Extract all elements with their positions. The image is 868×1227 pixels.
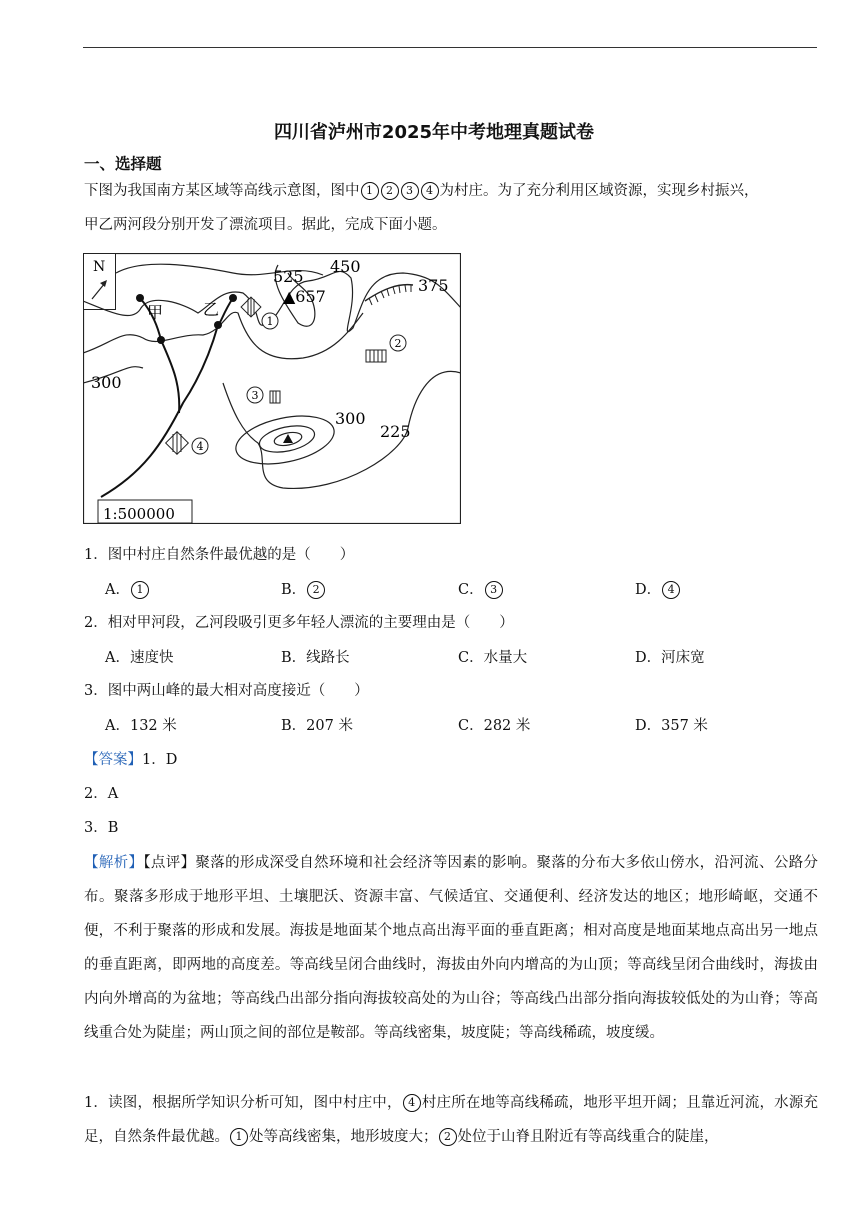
analysis-tag: 【解析】 xyxy=(84,855,144,871)
intro-text-2: 为村庄。为了充分利用区域资源，实现乡村振兴， xyxy=(439,183,759,199)
scale-label: 1:500000 xyxy=(103,505,175,523)
village-marker-4: 4 xyxy=(421,182,439,200)
q3-option-b: B．207 米 xyxy=(281,718,353,734)
intro-paragraph xyxy=(84,174,818,242)
q1-option-a: A． 1 xyxy=(105,580,150,600)
label-300-left: 300 xyxy=(91,373,122,392)
q2-option-a: A．速度快 xyxy=(105,650,174,666)
header-rule xyxy=(83,47,817,48)
section-heading: 一、选择题 xyxy=(84,155,162,173)
intro-text-1: 下图为我国南方某区域等高线示意图，图中 xyxy=(84,183,360,199)
intro-text-3: 甲乙两河段分别开发了漂流项目。据此，完成下面小题。 xyxy=(84,217,447,233)
q2-option-b: B．线路长 xyxy=(281,650,350,666)
analysis-paragraph: 【解析】【点评】聚落的形成深受自然环境和社会经济等因素的影响。聚落的分布大多依山傍水，沿河流、公路分布。聚落多形成于地形平坦、土壤肥沃、资源丰富、气候适宜、交通便利、经济发达的地区；地形崎岖，交通不便，不利于聚落的形成和发展。海拔是地面某个地点高出海平面的垂直距离；相对高度是地面某地点高出另一地点的垂直距离，即两地的高度差。等高线呈闭合曲线时，海拔由外向内增高的为山顶；等高线呈闭合曲线时，海拔由内向外增高的为盆地；等高线凸出部分指向海拔较高处的为山谷；等高线凸出部分指向海拔较低处的为山脊；等高线重合处为陡崖；两山顶之间的部位是鞍部。等高线密集，坡度陡；等高线稀疏，坡度缓。 xyxy=(84,855,818,1041)
q2-option-d: D．河床宽 xyxy=(635,650,705,666)
question-2-stem: 2．相对甲河段，乙河段吸引更多年轻人漂流的主要理由是（ ） xyxy=(84,615,514,631)
village-3-icon xyxy=(270,391,280,403)
page-title: 四川省泸州市2025年中考地理真题试卷 xyxy=(273,122,595,143)
peak-657-label: ▲657 xyxy=(283,287,326,306)
label-225: 225 xyxy=(380,422,411,441)
village-marker-2: 2 xyxy=(381,182,399,200)
river-jia-label: 甲 xyxy=(147,303,164,322)
answer-tag: 【答案】 xyxy=(84,752,142,768)
q1-option-d: D． 4 xyxy=(635,580,681,600)
q1-option-c: C． 3 xyxy=(458,580,504,600)
village-4-label: 4 xyxy=(196,440,204,453)
village-1-label: 1 xyxy=(266,315,274,328)
label-300-right: 300 xyxy=(335,409,366,428)
q1-option-b: B． 2 xyxy=(281,580,326,600)
village-marker-1: 1 xyxy=(361,182,379,200)
q3-option-a: A．132 米 xyxy=(105,718,177,734)
village-2-label: 2 xyxy=(394,337,402,350)
q3-option-d: D．357 米 xyxy=(635,718,708,734)
answer-line-2: 2．A xyxy=(84,786,119,802)
label-525: 525 xyxy=(273,267,304,286)
north-label: N xyxy=(93,259,106,275)
village-3-label: 3 xyxy=(251,389,259,402)
question-1-stem: 1．图中村庄自然条件最优越的是（ ） xyxy=(84,547,355,563)
question-3-stem: 3．图中两山峰的最大相对高度接近（ ） xyxy=(84,683,369,699)
answer-line-3: 3．B xyxy=(84,820,119,836)
label-375: 375 xyxy=(418,276,449,295)
q3-option-c: C．282 米 xyxy=(458,718,531,734)
contour-map xyxy=(83,253,461,524)
label-450: 450 xyxy=(330,257,361,276)
village-marker-3: 3 xyxy=(401,182,419,200)
explanation-paragraph: 1．读图，根据所学知识分析可知，图中村庄中， 4 村庄所在地等高线稀疏，地形平坦开阔；且靠近河流，水源充足，自然条件最优越。 1 处等高线密集，地形坡度大； 2 处位于山脊且附近有等高线重合的陡崖， xyxy=(84,1095,818,1145)
river-yi-label: 乙 xyxy=(203,300,220,319)
answer-line-1: 【答案】1．D xyxy=(84,752,178,768)
village-2-icon xyxy=(366,350,386,362)
q2-option-c: C．水量大 xyxy=(458,650,528,666)
